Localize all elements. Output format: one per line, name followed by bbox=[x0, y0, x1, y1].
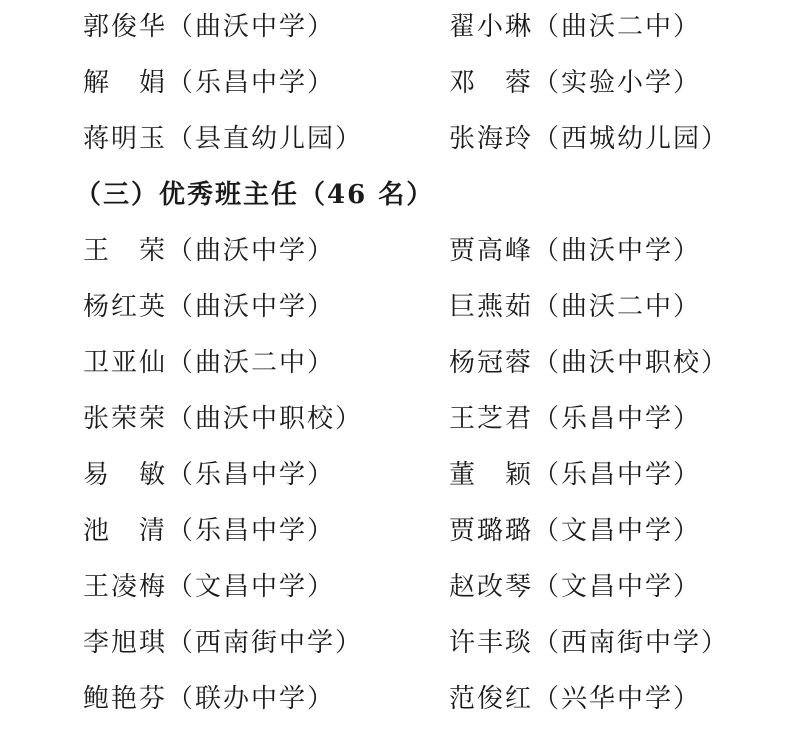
awardee-name: 赵改琴（文昌中学） bbox=[449, 572, 702, 602]
awardee-name: 解 娟（乐昌中学） bbox=[83, 68, 336, 98]
awardee-name: 王芝君（乐昌中学） bbox=[449, 404, 702, 434]
awardee-name: 郭俊华（曲沃中学） bbox=[83, 12, 336, 42]
awardee-name: 池 清（乐昌中学） bbox=[83, 516, 336, 546]
name-row bbox=[0, 63, 800, 103]
name-row bbox=[0, 7, 800, 47]
awardee-name: 贾高峰（曲沃中学） bbox=[449, 236, 702, 266]
awardee-name: 张荣荣（曲沃中职校） bbox=[83, 404, 364, 434]
awardee-name: 王 荣（曲沃中学） bbox=[83, 236, 336, 266]
name-row bbox=[0, 511, 800, 551]
awardee-name: 易 敏（乐昌中学） bbox=[83, 460, 336, 490]
awardee-name: 范俊红（兴华中学） bbox=[449, 684, 702, 714]
name-row bbox=[0, 679, 800, 719]
name-row bbox=[0, 455, 800, 495]
awardee-name: 王凌梅（文昌中学） bbox=[83, 572, 336, 602]
awardee-name: 卫亚仙（曲沃二中） bbox=[83, 348, 336, 378]
awardee-name: 贾璐璐（文昌中学） bbox=[449, 516, 702, 546]
awardee-name: 张海玲（西城幼儿园） bbox=[449, 124, 730, 154]
name-row bbox=[0, 623, 800, 663]
section-heading bbox=[75, 175, 435, 215]
awardee-name: 杨冠蓉（曲沃中职校） bbox=[449, 348, 730, 378]
awardee-name: 邓 蓉（实验小学） bbox=[449, 68, 702, 98]
name-row bbox=[0, 287, 800, 327]
awardee-name: 李旭琪（西南街中学） bbox=[83, 628, 364, 658]
name-row bbox=[0, 119, 800, 159]
awardee-name: 董 颖（乐昌中学） bbox=[449, 460, 702, 490]
awardee-name: 许丰琰（西南街中学） bbox=[449, 628, 730, 658]
awardee-name: 鲍艳芬（联办中学） bbox=[83, 684, 336, 714]
name-row bbox=[0, 231, 800, 271]
awardee-name: 巨燕茹（曲沃二中） bbox=[449, 292, 702, 322]
awardee-name: 杨红英（曲沃中学） bbox=[83, 292, 336, 322]
name-row bbox=[0, 343, 800, 383]
awardee-name: 蒋明玉（县直幼儿园） bbox=[83, 124, 364, 154]
awardee-name: 翟小琳（曲沃二中） bbox=[449, 12, 702, 42]
section-heading-text: （三）优秀班主任（46 名） bbox=[75, 180, 435, 210]
name-row bbox=[0, 399, 800, 439]
name-row bbox=[0, 567, 800, 607]
